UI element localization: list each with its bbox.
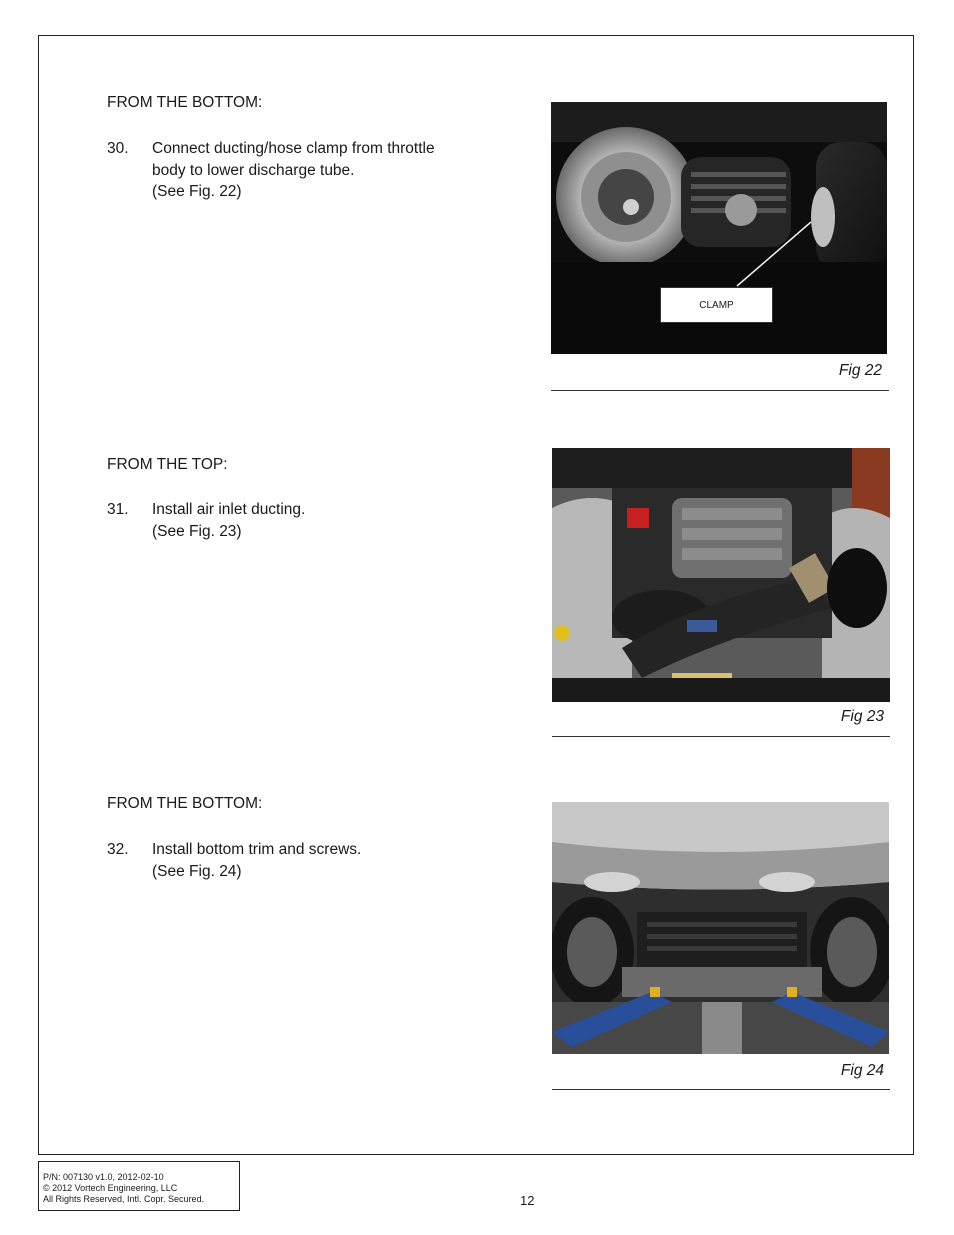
step-30-line-2: body to lower discharge tube. [152, 161, 355, 179]
footer-rights: All Rights Reserved, Intl. Copr. Secured. [43, 1194, 205, 1204]
section-heading-3: FROM THE BOTTOM: [107, 795, 263, 812]
step-32-line-1: Install bottom trim and screws. [152, 841, 362, 858]
step-text-30 [152, 138, 435, 203]
step-text-32 [152, 839, 361, 882]
fig-22-caption: Fig 22 [838, 362, 882, 379]
footer-copyright: © 2012 Vortech Engineering, LLC [43, 1183, 178, 1193]
fig-23-photo [552, 448, 890, 702]
step-31-line-1: Install air inlet ducting. [152, 501, 306, 518]
fig-23-illustration [552, 448, 890, 702]
fig-23-caption: Fig 23 [840, 708, 884, 725]
fig-24-illustration [552, 802, 889, 1054]
step-number-30: 30. [107, 140, 129, 157]
fig-24-caption: Fig 24 [840, 1062, 884, 1079]
page-number: 12 [520, 1193, 535, 1208]
fig-24-photo [552, 802, 889, 1054]
fig-22-rule [551, 390, 889, 391]
footer-part-number: P/N: 007130 v1.0, 2012-02-10 [43, 1172, 164, 1182]
step-30-line-3: (See Fig. 22) [152, 183, 242, 200]
section-heading-1: FROM THE BOTTOM: [107, 94, 263, 111]
step-30-line-1: Connect ducting/hose clamp from throttle [152, 140, 435, 157]
step-31-line-2: (See Fig. 23) [152, 522, 242, 540]
fig-24-rule [552, 1089, 890, 1090]
step-32-line-2: (See Fig. 24) [152, 862, 242, 880]
step-text-31 [152, 499, 305, 542]
fig-23-rule [552, 736, 890, 737]
fig-22-photo [551, 102, 887, 354]
step-number-32: 32. [107, 841, 129, 858]
section-heading-2: FROM THE TOP: [107, 456, 228, 473]
footer-copyright-box [38, 1161, 240, 1211]
clamp-callout-label: CLAMP [660, 287, 773, 323]
step-number-31: 31. [107, 501, 129, 518]
